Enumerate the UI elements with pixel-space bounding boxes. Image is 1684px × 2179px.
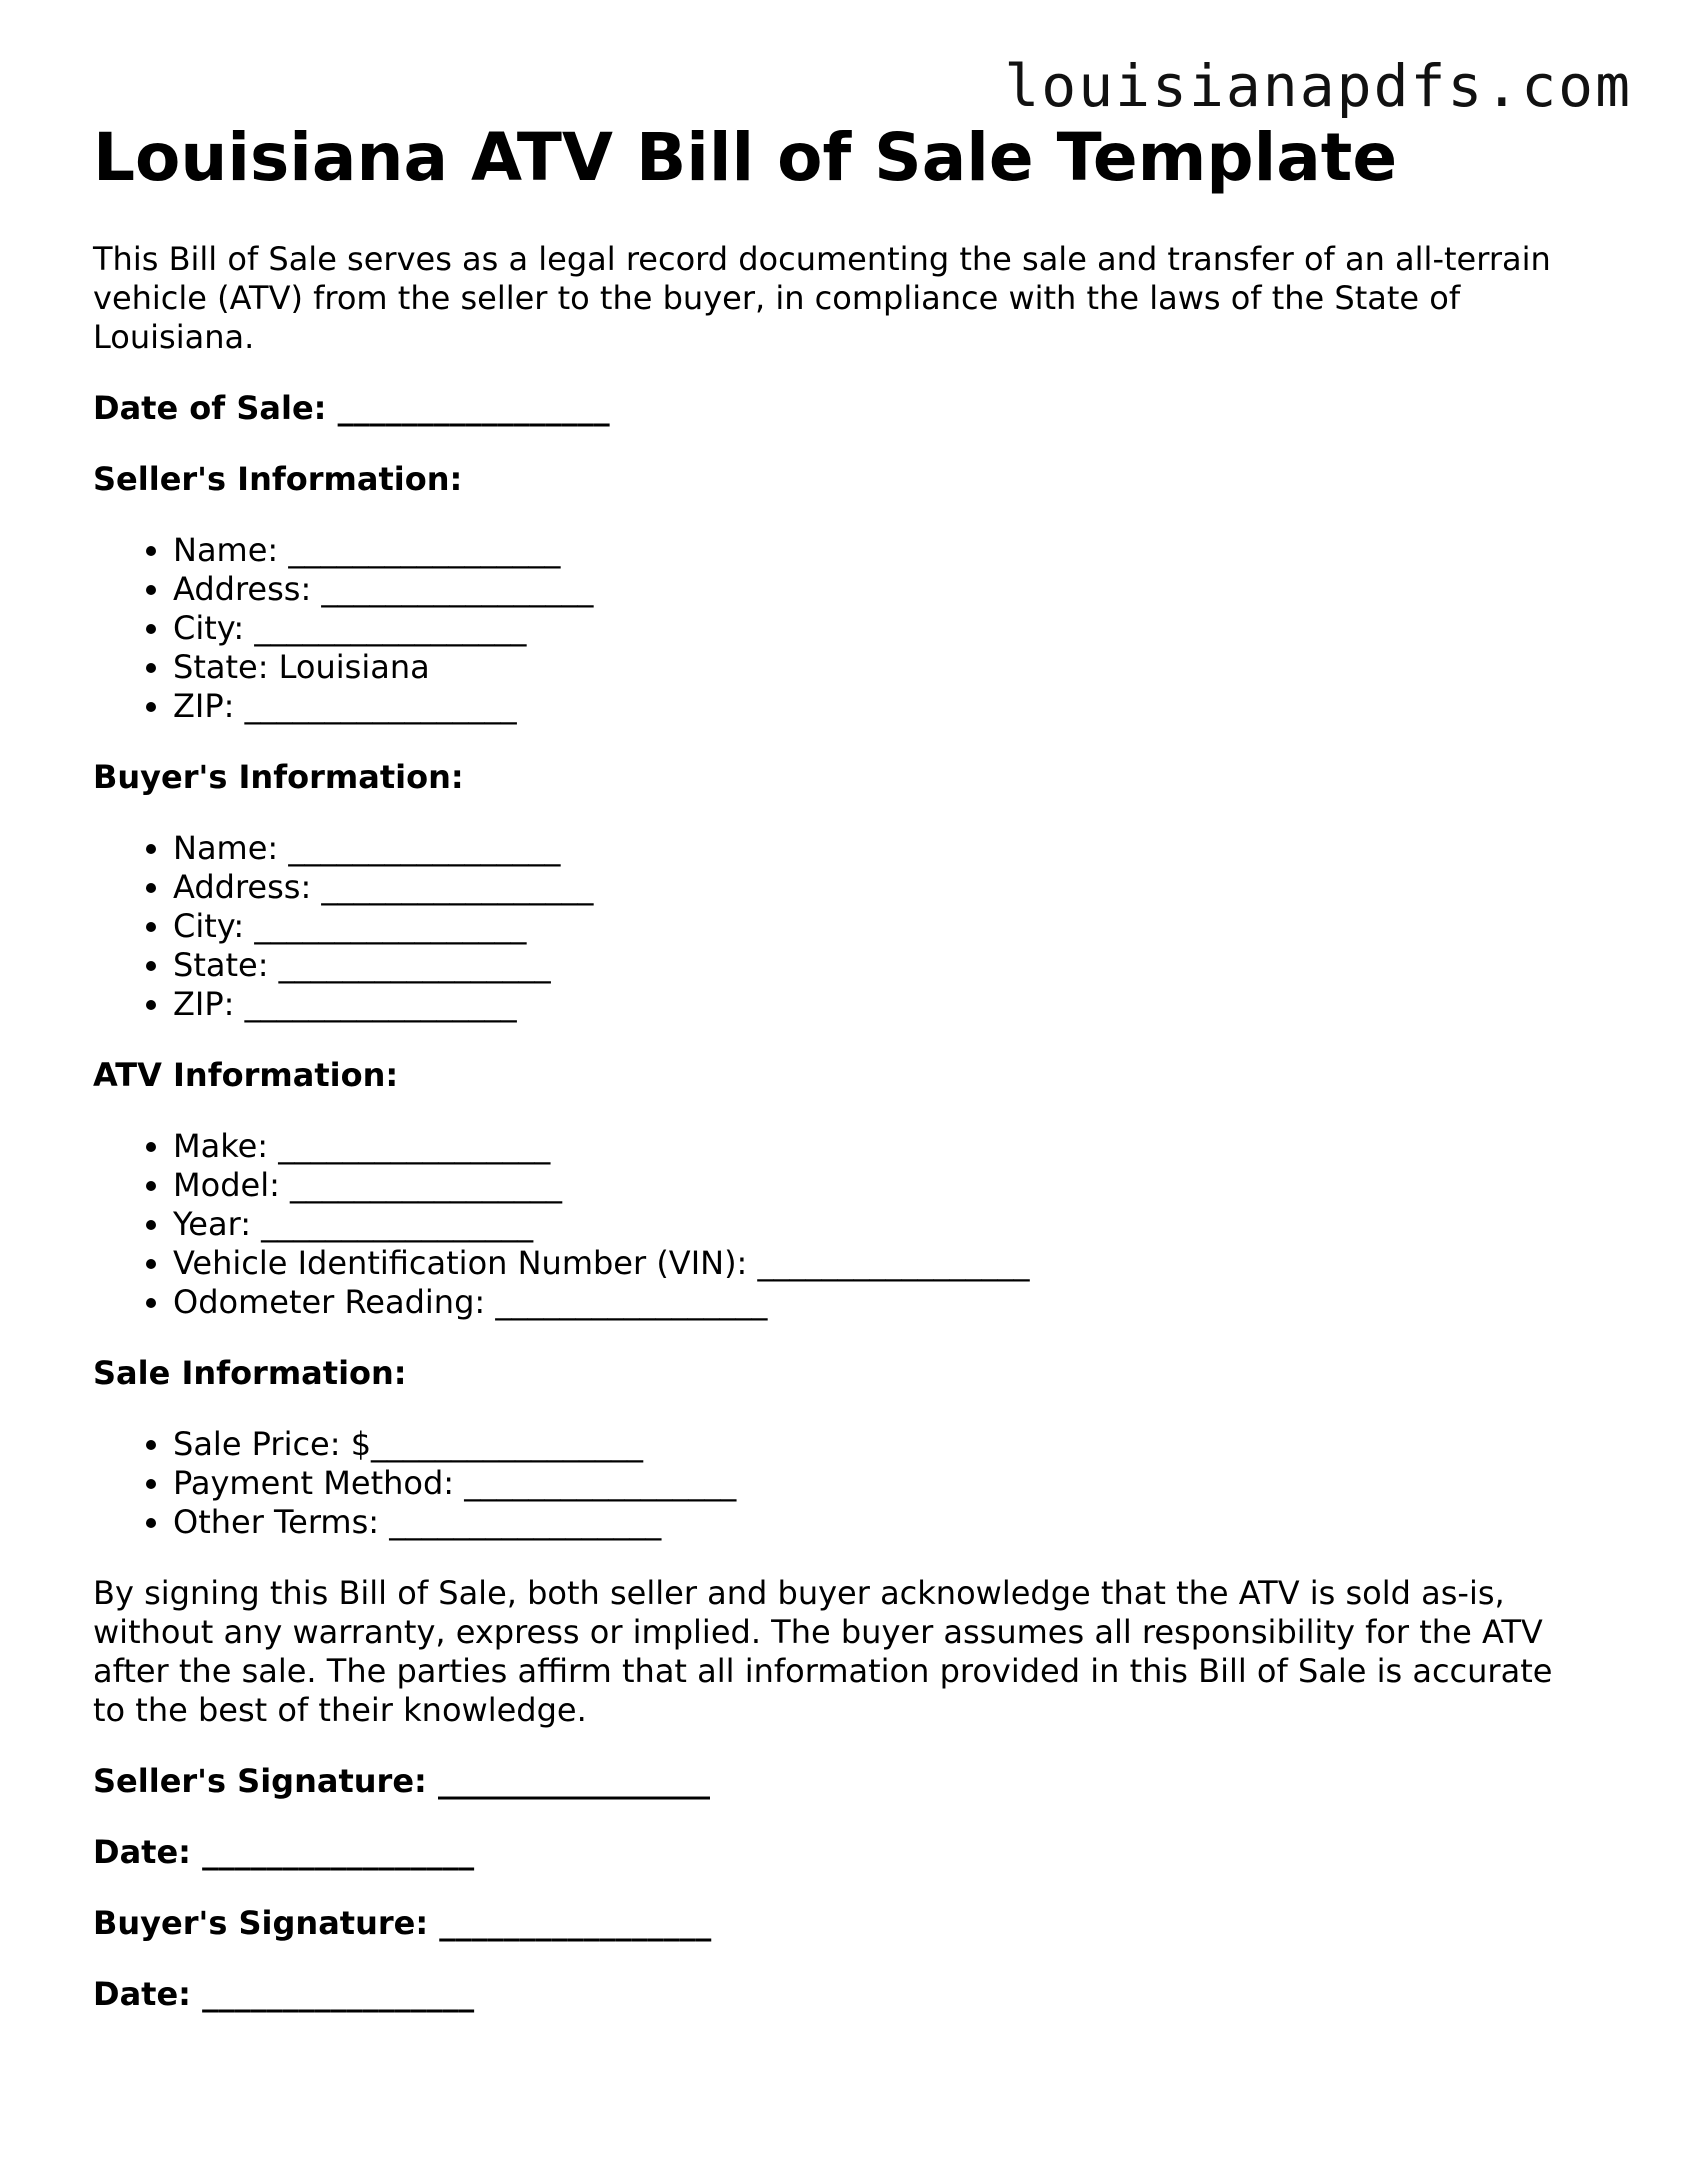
buyer-city-field: • City: _________________: [173, 907, 1593, 946]
seller-date-field: Date: _________________: [93, 1833, 475, 1871]
payment-method-field: • Payment Method: _________________: [173, 1464, 1593, 1503]
closing-paragraph: By signing this Bill of Sale, both seller and buyer acknowledge that the ATV is sold as-is, without any warranty, express or implied. The buyer assumes all responsibility for the ATV after the sale. The parties affirm that all information provided in this Bill of Sale is accurate to the best of their knowledge.: [93, 1574, 1553, 1729]
atv-model-field: • Model: _________________: [173, 1166, 1593, 1205]
seller-info-list: [93, 531, 1593, 726]
sale-info-list: [93, 1425, 1593, 1542]
site-watermark: louisianapdfs.com: [1004, 52, 1632, 120]
atv-info-list: [93, 1127, 1593, 1322]
intro-paragraph: This Bill of Sale serves as a legal record documenting the sale and transfer of an all-terrain vehicle (ATV) from the seller to the buyer, in compliance with the laws of the State of Louisiana.: [93, 240, 1551, 356]
buyer-name-field: • Name: _________________: [173, 829, 1593, 868]
seller-name-field: • Name: _________________: [173, 531, 1593, 570]
buyer-state-field: • State: _________________: [173, 946, 1593, 985]
atv-info-heading: ATV Information:: [93, 1056, 399, 1094]
sale-price-field: • Sale Price: $_________________: [173, 1425, 1593, 1464]
page-title: Louisiana ATV Bill of Sale Template: [93, 119, 1398, 196]
atv-year-field: • Year: _________________: [173, 1205, 1593, 1244]
buyer-info-heading: Buyer's Information:: [93, 758, 464, 796]
seller-city-field: • City: _________________: [173, 609, 1593, 648]
seller-zip-field: • ZIP: _________________: [173, 687, 1593, 726]
date-of-sale-field: Date of Sale: _________________: [93, 389, 610, 427]
other-terms-field: • Other Terms: _________________: [173, 1503, 1593, 1542]
seller-state-field: • State: Louisiana: [173, 648, 1593, 687]
sale-info-heading: Sale Information:: [93, 1354, 407, 1392]
buyer-address-field: • Address: _________________: [173, 868, 1593, 907]
atv-vin-field: • Vehicle Identification Number (VIN): _________________: [173, 1244, 1593, 1283]
seller-signature-field: Seller's Signature: _________________: [93, 1762, 710, 1800]
atv-odometer-field: • Odometer Reading: _________________: [173, 1283, 1593, 1322]
buyer-signature-field: Buyer's Signature: _________________: [93, 1904, 712, 1942]
seller-info-heading: Seller's Information:: [93, 460, 463, 498]
buyer-info-list: [93, 829, 1593, 1024]
buyer-date-field: Date: _________________: [93, 1975, 475, 2013]
document-page: [93, 118, 1593, 2014]
seller-address-field: • Address: _________________: [173, 570, 1593, 609]
atv-make-field: • Make: _________________: [173, 1127, 1593, 1166]
buyer-zip-field: • ZIP: _________________: [173, 985, 1593, 1024]
